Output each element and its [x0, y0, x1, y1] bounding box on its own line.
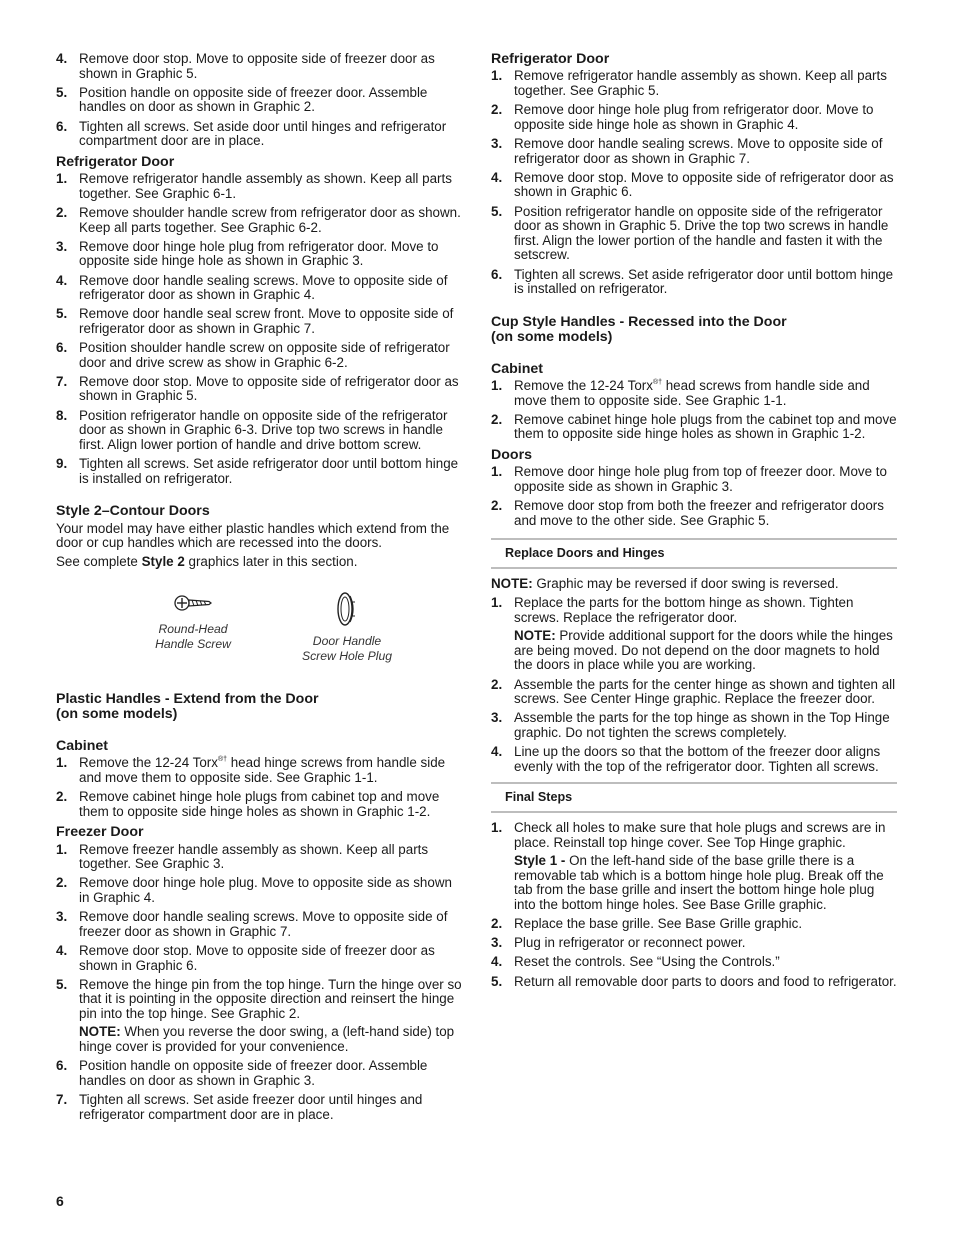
step-number: 3.: [491, 935, 503, 951]
list-item: [56, 240, 462, 269]
step-number: 3.: [56, 909, 68, 925]
step-number: 7.: [56, 373, 68, 389]
left-freezer-heading: Freezer Door: [56, 824, 144, 841]
step-number: 4.: [56, 51, 68, 66]
right-fridge-heading: Refrigerator Door: [491, 51, 610, 67]
step-text: Remove door handle seal screw front. Move to opposite side of refrigerator door as shown in Graphic 7.: [79, 306, 454, 336]
step-number: 1.: [491, 68, 503, 84]
left-fridge-heading: Refrigerator Door: [56, 153, 175, 170]
step-text: Reset the controls. See “Using the Controls.”: [514, 954, 780, 970]
step-text: Position handle on opposite side of freezer door. Assemble handles on door as shown in Graphic 3.: [79, 1058, 428, 1088]
step-number: 6.: [56, 118, 68, 134]
list-item: [56, 172, 462, 201]
icon1-caption-line2: Handle Screw: [155, 636, 231, 651]
final-step1: [491, 821, 897, 913]
step-text: Remove door stop from both the freezer and refrigerator doors and move to the other side. See Graphic 5.: [514, 498, 884, 528]
step-number: 2.: [56, 204, 68, 220]
step-number: 5.: [56, 306, 68, 322]
step-number: 2.: [491, 498, 503, 514]
list-item: [56, 86, 462, 115]
list-item: [56, 120, 462, 149]
step-text: Remove refrigerator handle assembly as shown. Keep all parts together. See Graphic 5.: [514, 68, 887, 98]
left-freezer-step5: [56, 978, 462, 1055]
step-number: 2.: [491, 676, 503, 692]
step-text: Position handle on opposite side of freezer door. Assemble handles on door as shown in Graphic 2.: [79, 84, 428, 115]
step-text: Remove door stop. Move to opposite side of refrigerator door as shown in Graphic 6.: [514, 169, 894, 200]
step-text: Plug in refrigerator or reconnect power.: [514, 935, 746, 951]
step-number: 4.: [491, 169, 503, 185]
list-item: [56, 843, 462, 872]
list-item: [491, 975, 897, 990]
list-item: [491, 955, 897, 970]
step-number: 6.: [491, 266, 503, 282]
list-item: [491, 103, 897, 132]
list-item: 1. Replace the parts for the bottom hinge as shown. Tighten screws. Replace the refrigerator door. NOTE: Provide additional support for the doors while the hinges are being moved. Do not depend on the door magnets to hold the doors in place while you are working.: [491, 596, 897, 673]
plastic-handles-heading: Plastic Handles - Extend from the Door (on some models): [56, 690, 319, 723]
step-number: 9.: [56, 456, 68, 471]
style2-paragraph: Your model may have either plastic handles which extend from the door or cup handles which are recessed into the doors.: [56, 520, 450, 551]
list-item: [56, 307, 462, 336]
step-text: Remove door stop. Move to opposite side of freezer door as shown in Graphic 5.: [79, 51, 435, 81]
door-handle-screw-hole-plug-figure: [282, 590, 412, 664]
right-cabinet-steps: [491, 379, 897, 442]
list-item: 1. Remove the 12-24 Torx®† head screws from handle side and move them to opposite side. See Graphic 1-1.: [491, 377, 870, 408]
step-number: 1.: [56, 171, 68, 187]
list-item: [491, 745, 897, 774]
step-number: 6.: [56, 340, 68, 356]
step-text: Tighten all screws. Set aside door until hinges and refrigerator compartment door are in place.: [79, 118, 447, 149]
step-number: 2.: [491, 916, 503, 932]
step-text: Remove door hinge hole plug from refrigerator door. Move to opposite side hinge hole as shown in Graphic 4.: [514, 102, 874, 132]
left-column: [56, 52, 462, 1127]
list-item: [56, 52, 462, 81]
list-item: [491, 171, 897, 200]
doors-steps: [491, 465, 897, 528]
list-item: [491, 499, 897, 528]
step-text: Remove door handle sealing screws. Move to opposite side of freezer door as shown in Graphic 7.: [79, 909, 448, 939]
style2-heading: Style 2–Contour Doors: [56, 503, 210, 520]
list-item: [56, 876, 462, 905]
list-item: 1. Check all holes to make sure that hole plugs and screws are in place. Reinstall top hinge cover. See Top Hinge graphic. Style 1 - On the left-hand side of the base grille there is a removable tab which is a bottom hinge hole plug. Break off the tab from the base grille and insert the bottom hinge hole plug into the bottom hinge holes. See Base Grille graphic.: [491, 821, 897, 913]
step-text: Tighten all screws. Set aside freezer door until hinges and refrigerator compartment door are in place.: [79, 1092, 423, 1122]
step-text: Line up the doors so that the bottom of the freezer door aligns evenly with the top of the refrigerator door. Tighten all screws.: [514, 744, 881, 774]
left-freezer-steps-end: [56, 1059, 462, 1122]
list-item: 2. Remove cabinet hinge hole plugs from cabinet top and move them to opposite side hinge holes as shown in Graphic 1-2.: [56, 788, 440, 819]
step-number: 4.: [491, 744, 503, 760]
replace-doors-band: Replace Doors and Hinges: [491, 538, 897, 569]
step-text: Tighten all screws. Set aside refrigerator door until bottom hinge is installed on refrigerator.: [79, 456, 459, 486]
step-number: 1.: [491, 464, 503, 480]
right-column: [491, 52, 897, 994]
list-item: 5. Remove the hinge pin from the top hinge. Turn the hinge over so that it is pointing in the opposite direction and reinsert the hinge pin into the top hinge. See Graphic 2. NOTE: When you reverse the door swing, a (left-hand side) top hinge cover is provided for your convenience.: [56, 976, 462, 1055]
list-item: [491, 69, 897, 98]
step-number: 5.: [491, 203, 503, 219]
left-intro-steps: [56, 52, 462, 149]
replace-steps: [491, 678, 897, 775]
cup-handles-heading: Cup Style Handles - Recessed into the Door (on some models): [491, 313, 787, 346]
icon2-caption-line2: Screw Hole Plug: [301, 648, 393, 663]
step-text: Return all removable door parts to doors and food to refrigerator.: [514, 973, 897, 989]
step-number: 1.: [56, 841, 68, 857]
step-number: 7.: [56, 1092, 68, 1108]
step-number: 3.: [491, 135, 503, 151]
list-item: [56, 409, 462, 453]
list-item: [56, 944, 462, 973]
list-item: [491, 936, 897, 951]
list-item: [56, 274, 462, 303]
step-number: 5.: [56, 84, 68, 100]
list-item: [56, 341, 462, 370]
step-text: Position shoulder handle screw on opposite side of refrigerator door and drive screw as show in Graphic 6-2.: [79, 340, 450, 370]
list-item: [56, 1093, 462, 1122]
list-item: [491, 465, 897, 494]
icon2-caption-line1: Door Handle: [312, 633, 382, 648]
step-number: 4.: [56, 942, 68, 958]
list-item: 2. Remove cabinet hinge hole plugs from the cabinet top and move them to opposite side hinge holes as shown in Graphic 1-2.: [491, 411, 897, 442]
step-number: 2.: [56, 875, 68, 891]
step-number: 3.: [491, 710, 503, 726]
left-cabinet-steps: [56, 756, 462, 819]
list-item: [56, 375, 462, 404]
replace-step1: [491, 596, 897, 673]
replace-support-note: NOTE: Provide additional support for the doors while the hinges are being moved. Do not depend on the door magnets to hold the doors in place while you are working.: [514, 628, 893, 673]
step-text: Replace the base grille. See Base Grille graphic.: [514, 916, 803, 932]
step-text: Remove door handle sealing screws. Move to opposite side of refrigerator door as shown in Graphic 7.: [514, 135, 883, 166]
style1-note: Style 1 - On the left-hand side of the base grille there is a removable tab which is a bottom hinge hole plug. Break off the tab from the base grille and insert the bottom hinge hole plug into the bottom hinge holes. See Base Grille graphic.: [514, 853, 884, 912]
list-item: [491, 917, 897, 932]
final-steps: [491, 917, 897, 989]
step-text: Remove door hinge hole plug from top of freezer door. Move to opposite side as shown in Graphic 3.: [514, 464, 887, 494]
step-text: Remove refrigerator handle assembly as shown. Keep all parts together. See Graphic 6-1.: [79, 171, 452, 201]
list-item: [491, 711, 897, 740]
step-text: Position refrigerator handle on opposite side of the refrigerator door as shown in Graphic 5. Drive the top two screws in handle first. Align the lower portion of the handle and fasten it with the setscrew.: [514, 203, 889, 263]
step-text: Remove door stop. Move to opposite side of refrigerator door as shown in Graphic 5.: [79, 373, 459, 404]
icon1-caption-line1: Round-Head: [158, 621, 228, 636]
left-fridge-steps: [56, 172, 462, 486]
left-freezer-steps: [56, 843, 462, 974]
step-text: Assemble the parts for the top hinge as shown in the Top Hinge graphic. Do not tighten the screws completely.: [514, 710, 890, 740]
step-number: 5.: [491, 973, 503, 989]
list-item: [56, 206, 462, 235]
list-item: [491, 205, 897, 263]
step-number: 6.: [56, 1058, 68, 1074]
left-cabinet-heading: Cabinet: [56, 737, 109, 754]
step-text: Remove door hinge hole plug from refrigerator door. Move to opposite side hinge hole as shown in Graphic 3.: [79, 238, 439, 269]
step-text: Remove shoulder handle screw from refrigerator door as shown. Keep all parts together. See Graphic 6-2.: [79, 204, 461, 235]
step-number: 3.: [56, 238, 68, 254]
step-number: 2.: [491, 102, 503, 118]
style2-see-line: See complete Style 2 graphics later in this section.: [56, 554, 358, 570]
final-steps-band: Final Steps: [491, 782, 897, 813]
list-item: [56, 1059, 462, 1088]
replace-note: NOTE: Graphic may be reversed if door swing is reversed.: [491, 575, 839, 591]
step-number: 4.: [491, 954, 503, 970]
page-number: 6: [56, 1193, 64, 1209]
round-head-screw-icon: [173, 590, 213, 616]
step-number: 8.: [56, 407, 68, 423]
style2-parts-graphics: [128, 590, 462, 664]
round-head-handle-screw-figure: [128, 590, 258, 664]
hole-plug-icon: [334, 590, 360, 628]
list-item: [491, 678, 897, 707]
step-text: Remove door stop. Move to opposite side of freezer door as shown in Graphic 6.: [79, 942, 435, 973]
step-text: Assemble the parts for the center hinge as shown and tighten all screws. See Center Hinge graphic. Replace the freezer door.: [514, 676, 896, 707]
step-text: Remove freezer handle assembly as shown. Keep all parts together. See Graphic 3.: [79, 841, 429, 872]
list-item: 1. Remove the 12-24 Torx®† head hinge screws from handle side and move them to opposite side. See Graphic 1-1.: [56, 755, 446, 785]
list-item: [56, 910, 462, 939]
step-number: 4.: [56, 272, 68, 288]
list-item: [56, 457, 462, 486]
right-fridge-steps: [491, 69, 897, 296]
step-text: Position refrigerator handle on opposite side of the refrigerator door as shown in Graphic 6-3. Drive top two screws in handle first. Align lower portion of handle and drive bottom screw.: [79, 407, 448, 452]
freezer-note: NOTE: When you reverse the door swing, a (left-hand side) top hinge cover is provided for your convenience.: [79, 1024, 455, 1055]
step-text: Tighten all screws. Set aside refrigerator door until bottom hinge is installed on refrigerator.: [514, 266, 894, 297]
step-text: Remove door hinge hole plug. Move to opposite side as shown in Graphic 4.: [79, 875, 452, 905]
right-cabinet-heading: Cabinet: [491, 360, 544, 377]
list-item: [491, 268, 897, 297]
doors-heading: Doors: [491, 446, 532, 463]
step-text: Remove door handle sealing screws. Move to opposite side of refrigerator door as shown in Graphic 4.: [79, 272, 448, 303]
list-item: [491, 137, 897, 166]
